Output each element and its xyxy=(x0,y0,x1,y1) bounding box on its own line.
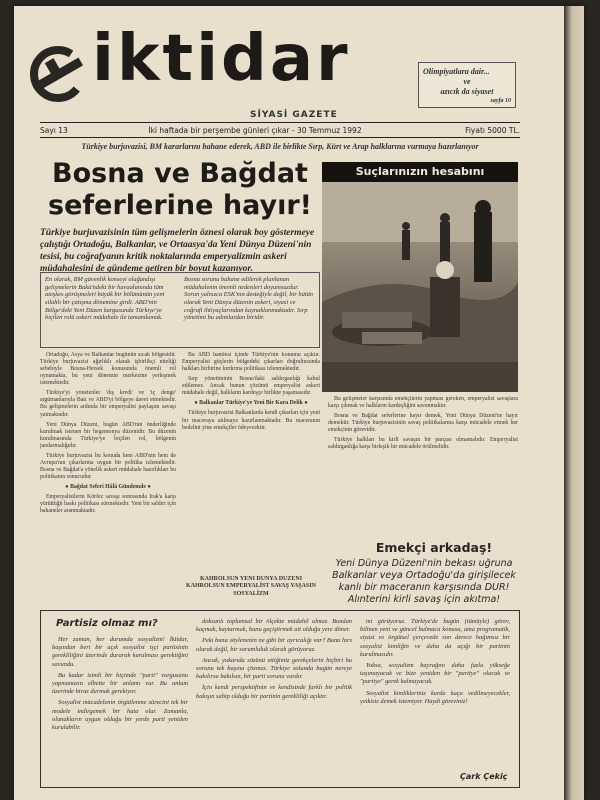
subheading: ● Bağdat Seferi Hâlâ Gündemde ● xyxy=(65,484,151,491)
subheading: ● Balkanlar Türkiye'ye Yeni Bir Kara Delik ● xyxy=(194,400,308,407)
masthead-subtitle: SİYASİ GAZETE xyxy=(250,110,338,120)
body-paragraph: Türkiye burjuvazisi bu konuda hem ABD'nin hem de Avrupa'nın çıkarlarına uygun bir politika izlemektedir. Bosna ve Bağdat'a yönelik askeri müdahale hazırlıkları bu politikanın sonucudur. xyxy=(40,452,176,480)
appeal-heading: Emekçi arkadaş! xyxy=(375,540,493,555)
body-paragraph: Bu gelişmeler karşısında emekçilerin yapması gereken, emperyalist savaşlara karşı çıkmak ve halkların kardeşliğini savunmaktır. xyxy=(328,396,518,410)
publication-schedule: İki haftada bir perşembe günleri çıkar - 30 Temmuz 1992 xyxy=(148,125,362,135)
intro-col-2: Bosna sorunu bahane edilerek planlanan müdahalenin önemli nedenleri doyumsuzdur. Sorun yalnızca ESK'nın desteğiyle değil, bir bütün olarak Yeni Dünya düzenin askeri, siyasi ve coğrafi ihtiyaçlarından kaynaklanmaktadır. Sırp yönetimi bu adımlardan biridir. xyxy=(184,276,313,322)
body-paragraph: Sırp yönetiminin Bosna'daki saldırganlığı kabul edilemez. Ancak bunun çözümü emperyalist askeri müdahale değil, halkların kardeşçe birlikte yaşamasıdır. xyxy=(182,376,320,397)
masthead-title: iktidar xyxy=(92,22,351,96)
body-paragraph: Ortadoğu, Asya ve Balkanlar bugünün sıcak bölgesidir. Türkiye burjuvazisi ağırlıklı olarak işbirlikçi niteliği sebebiyle Bosna-Hersek konusunda önemli rol oynamakta, bu yeni dönemin merkezine yerleşmek istemektedir. xyxy=(40,352,176,387)
photo-scene xyxy=(322,182,518,392)
body-column-right xyxy=(328,396,518,536)
headline-line-2: seferlerine hayır! xyxy=(48,190,312,222)
news-photo xyxy=(322,182,518,392)
tagline: Türkiye burjuvazisi, BM kararlarını bahane ederek, ABD ile birlikte Sırp, Kürt ve Arap halklarına vurmaya hazırlanıyor xyxy=(81,142,479,151)
bottom-column-2 xyxy=(196,618,352,784)
price: Fiyatı 5000 TL. xyxy=(465,125,520,135)
intro-box xyxy=(40,272,320,348)
headline xyxy=(40,158,320,223)
body-paragraph: Sosyalist kimlikleriniz kurda kaça vedilmeyecekler, yetkisiz demek istemiyor. Haydi göreviniz! xyxy=(360,689,510,705)
promo-line-1: Olimpiyatlara dair... xyxy=(423,67,490,76)
body-paragraph: Peki buna söylenenin ne gibi bir ayrıcalığı var? Bunu hırs olarak değil, bir sorumluluk olarak görüyoruz. xyxy=(196,637,352,653)
body-paragraph: Bosna ve Bağdat seferlerine hayır demek, Yeni Dünya Düzeni'ne hayır demektir. Türkiye burjuvazisinin savaş politikalarına karşı mücadele etmek her emekçinin görevidir. xyxy=(328,413,518,434)
bottom-article-title: Partisiz olmaz mı? xyxy=(56,618,158,629)
body-paragraph: mi görüyoruz. Türkiye'de bugün (tümüyle) görev, bilinen yeni ve güncel bulmaca konusu, ama programatik, siyasi ve örgütsel çerçevede son derece bağımsız bir sosyalist kimliğin ve daha da açığı bir partinin kurulmasıdır. xyxy=(360,618,510,658)
promo-line-2: ve xyxy=(463,77,471,86)
body-paragraph: Türkiye halkları bu kirli savaşın bir parçası olmamalıdır. Emperyalist saldırganlığa karşı birleşik bir mücadele örülmelidir. xyxy=(328,437,518,451)
bottom-column-1 xyxy=(52,636,188,784)
hammer-sickle-logo-icon xyxy=(22,38,94,110)
body-paragraph: Türkiye'yi yönetenler 'dış kredi' ve 'iç denge' argümanlarıyla Batı ve ABD'yi bölgeye davet etmektedir. Bu gelişmelerin ardında bir emperyalist paylaşım savaşı yatmaktadır. xyxy=(40,390,176,418)
body-paragraph: Sosyalist mücadelenin örgütlenme sürecini tek bir modele indirgemek bir hata olur. Zamanla, olanakların uygun olduğu bir yerde parti yeniden kurulabilir. xyxy=(52,699,188,731)
info-bar xyxy=(40,122,520,138)
issue-number: Sayı 13 xyxy=(40,125,68,135)
body-paragraph: Emperyalistlerin Körfez savaşı sonrasında Irak'a karşı yürüttüğü baskı politikası sürmektedir. Yeni bir saldırı için bahaneler aranmaktadır. xyxy=(40,494,176,515)
promo-line-3: azıcık da siyaset xyxy=(440,87,494,96)
appeal-text: Yeni Dünya Düzeni'nin bekası uğruna Balkanlar veya Ortadoğu'da girişilecek kanlı bir maceranın karşısında DUR! Alınterini kirli savaş için akıtma! xyxy=(332,558,516,605)
body-paragraph: doksanlı toplumsal bir ölçekte müdahil olmaz. Bundan kaçmak, kaytarmak, bunu geçiştirmek ait olduğu yere döner. xyxy=(196,618,352,634)
signature: Çark Çekiç xyxy=(460,772,508,781)
deck-paragraph: Türkiye burjuvazisinin tüm gelişmelerin öznesi olarak boy göstermeye çalıştığı Ortadoğu, Balkanlar, ve Ortaasya'da Yeni Dünya Düzeni'nin tesisi, bu coğrafyanın kritik noktalarında emperyalizmin askeri müdahalesini de gündeme getiren bir boyut kazanıyor. xyxy=(40,228,315,274)
body-paragraph: Her zaman, her durumda sosyalizm! İktidar, başından beri bir açık sosyalist işçi partisinin gerekliliğini üzerinde durarak kurulması gerektiğini savundu. xyxy=(52,636,188,668)
promo-page-ref: sayfa 10 xyxy=(490,98,511,104)
body-paragraph: Türkiye burjuvazisi Balkanlarda kendi çıkarları için yeni bir maceraya atılmaya hazırlanmaktadır. Bu maceranın bedelini yine emekçiler ödeyecektir. xyxy=(182,410,320,431)
body-paragraph: Yeni Dünya Düzeni, bugün ABD'nin önderliğinde kurulmak istenen bir hegemonya düzenidir. Bu düzenin kurulmasında Türkiye'ye biçilen rol, bölgenin jandarmalığıdır. xyxy=(40,421,176,449)
photo-caption: Suçlarınızın hesabını xyxy=(322,162,518,182)
bottom-column-3 xyxy=(360,618,510,768)
body-paragraph: İçin kendi perspektifinin ve kendisinde farklı bir politik bakışın sahip olduğu bir partinin gerekliliği açıktır. xyxy=(196,684,352,700)
body-paragraph: Bu ABD hamlesi içinde Türkiye'nin konumu açıktır. Emperyalist güçlerin bölgedeki çıkarları doğrultusunda halkları birbirine kırdırma politikası izlenmektedir. xyxy=(182,352,320,373)
intro-col-1: En olarak, BM güvenlik konseyi olağandışı gelişmelerin Bakü'ndeki bir havaalanında tüm ateşkes görüşmeleri büyük bir bölümünün yeni silahlı bir çatışma dönemine girdi. ABD'nin Bölge'deki Yeni Düzen kurgusunda Türkiye'ye biçilen rolü askeri müdahale ile tamamlamak. xyxy=(45,276,165,322)
body-paragraph: Yoksa, sosyalizm bayrağını daha fazla yükseğe taşımayacak ve bize yeniden bir "partiye" olacak ve "partiye" gerek kalmayacak. xyxy=(360,661,510,686)
body-paragraph: Bu kadar isimli bir biçimde "parti" vurgusunu yapmamızın elbette bir anlamı var. Bu anlam üzerinde biraz durmak gerekiyor. xyxy=(52,671,188,696)
slogan: KAHROLSUN YENİ DÜNYA DÜZENİ KAHROLSUN EMPERYALİST SAVAŞ YAŞASIN SOSYALİZM xyxy=(185,576,316,597)
body-column-2 xyxy=(182,352,320,574)
body-column-1 xyxy=(40,352,176,600)
headline-line-1: Bosna ve Bağdat xyxy=(52,158,308,189)
paper-edge xyxy=(564,6,584,800)
promo-box xyxy=(418,62,516,108)
body-paragraph: Ancak, yukarıda sözünü ettiğimiz gerekçelerin hiçbiri bu sorunu tek başına çözmez. Türkiye solunda bugün nereye bakılırsa bakılsın, bir parti sorunu vardır. xyxy=(196,656,352,681)
